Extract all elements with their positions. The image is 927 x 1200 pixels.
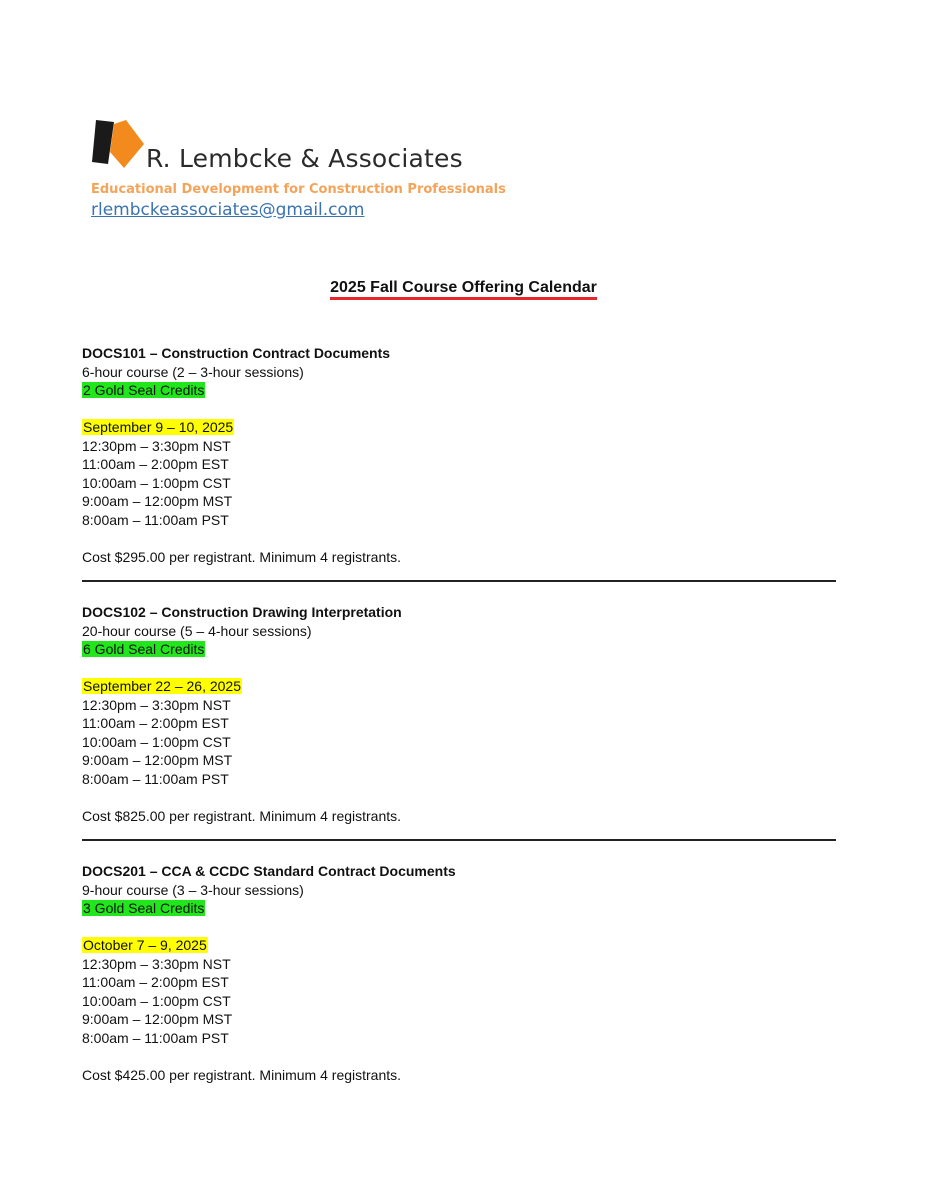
course-block-docs102 <box>82 603 842 825</box>
session-time-pst: 8:00am – 11:00am PST <box>82 770 229 787</box>
session-time-nst: 12:30pm – 3:30pm NST <box>82 437 231 454</box>
session-time-mst: 9:00am – 12:00pm MST <box>82 752 233 768</box>
page-title: 2025 Fall Course Offering Calendar <box>330 279 597 300</box>
company-name: R. Lembcke & Associates <box>146 144 463 173</box>
course-credits: 3 Gold Seal Credits <box>83 900 205 916</box>
course-cost: Cost $825.00 per registrant. Minimum 4 registrants. <box>82 807 402 824</box>
letterhead <box>90 118 510 228</box>
session-time-mst: 9:00am – 12:00pm MST <box>82 1011 233 1027</box>
course-credits: 2 Gold Seal Credits <box>83 382 205 398</box>
email-link[interactable]: rlembckeassociates@gmail.com <box>91 200 365 220</box>
session-time-est: 11:00am – 2:00pm EST <box>82 456 229 472</box>
course-name: DOCS101 – Construction Contract Documents <box>82 345 391 361</box>
course-duration: 20-hour course (5 – 4-hour sessions) <box>82 622 312 639</box>
course-cost: Cost $295.00 per registrant. Minimum 4 registrants. <box>82 548 402 565</box>
session-time-nst: 12:30pm – 3:30pm NST <box>82 955 231 972</box>
company-logo-icon <box>90 118 146 174</box>
course-cost: Cost $425.00 per registrant. Minimum 4 registrants. <box>82 1066 402 1083</box>
session-time-pst: 8:00am – 11:00am PST <box>82 1029 229 1046</box>
course-block-docs101 <box>82 344 842 566</box>
course-name: DOCS201 – CCA & CCDC Standard Contract Documents <box>82 863 456 879</box>
session-time-cst: 10:00am – 1:00pm CST <box>82 992 231 1009</box>
company-tagline: Educational Development for Construction Professionals <box>91 182 506 197</box>
title-wrap <box>0 279 927 300</box>
course-dates: October 7 – 9, 2025 <box>83 937 207 953</box>
course-duration: 9-hour course (3 – 3-hour sessions) <box>82 881 304 898</box>
session-time-est: 11:00am – 2:00pm EST <box>82 715 229 731</box>
session-time-est: 11:00am – 2:00pm EST <box>82 974 229 990</box>
course-dates: September 22 – 26, 2025 <box>83 678 242 694</box>
course-dates: September 9 – 10, 2025 <box>83 419 234 435</box>
session-time-cst: 10:00am – 1:00pm CST <box>82 733 231 750</box>
session-time-nst: 12:30pm – 3:30pm NST <box>82 696 231 713</box>
session-time-mst: 9:00am – 12:00pm MST <box>82 493 233 509</box>
course-duration: 6-hour course (2 – 3-hour sessions) <box>82 363 304 380</box>
section-divider <box>82 839 836 841</box>
section-divider <box>82 580 836 582</box>
course-block-docs201 <box>82 862 842 1084</box>
session-time-cst: 10:00am – 1:00pm CST <box>82 474 231 491</box>
session-time-pst: 8:00am – 11:00am PST <box>82 511 229 528</box>
course-credits: 6 Gold Seal Credits <box>83 641 205 657</box>
course-name: DOCS102 – Construction Drawing Interpretation <box>82 604 402 620</box>
